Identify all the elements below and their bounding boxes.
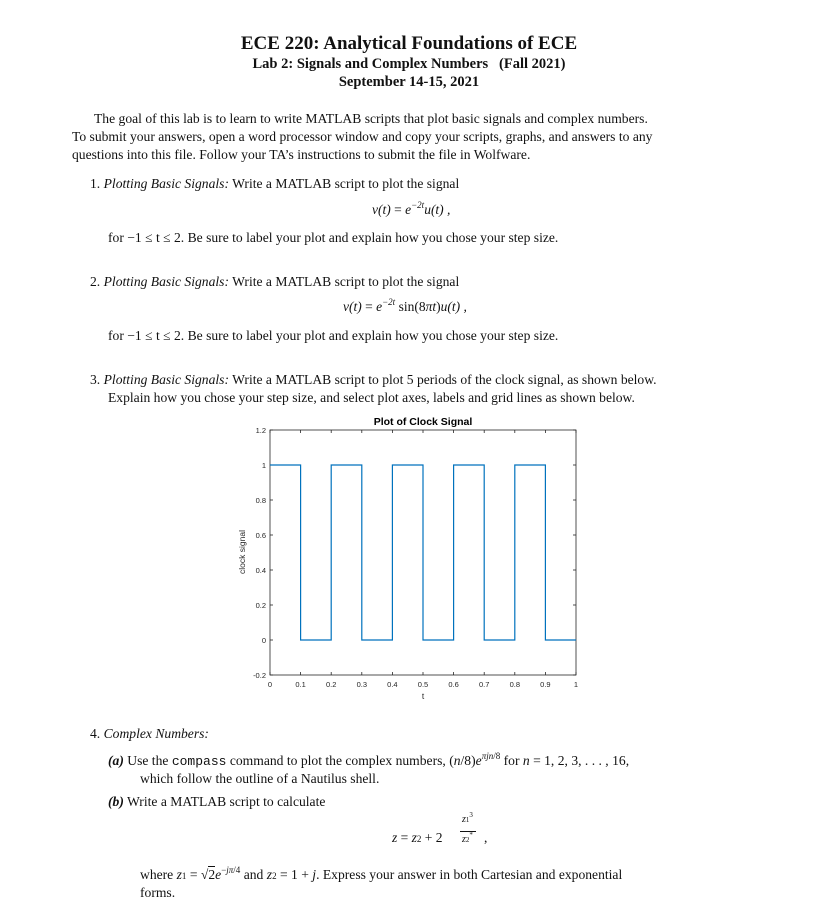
problem-text: Write a MATLAB script to plot the signal [232, 176, 460, 191]
y-tick-label: 1 [261, 461, 266, 470]
problem-2-equation: $v(t) = e^{-2t}$ sin(8πt)u(t) , [343, 297, 467, 314]
problem-number: 2. [90, 274, 101, 289]
x-tick-label: 0.5 [417, 680, 429, 689]
clock-signal-chart [228, 410, 588, 710]
lab-name: Lab 2: Signals and Complex Numbers [252, 56, 489, 72]
problem-heading: Complex Numbers: [103, 726, 209, 741]
express-text: . Express your answer in both Cartesian and exponential [316, 867, 623, 882]
compass-command-code: compass [171, 754, 227, 769]
y-tick-label: 0.2 [255, 601, 266, 610]
problem-number: 3. [90, 372, 101, 387]
problem-heading: Plotting Basic Signals: [103, 274, 229, 289]
problem-2-range: for −1 ≤ t ≤ 2. Be sure to label your plot and explain how you chose your step size. [108, 328, 559, 343]
lab-dates: September 14-15, 2021 [338, 74, 480, 90]
y-tick-label: 1.2 [255, 426, 266, 435]
lab-subtitle [0, 56, 818, 73]
problem-text: Write a MATLAB script to plot the signal [232, 274, 460, 289]
intro-line-1: The goal of this lab is to learn to write MATLAB scripts that plot basic signals and complex numbers. [94, 111, 648, 126]
intro-line-2: To submit your answers, open a word processor window and copy your scripts, graphs, and answers to any [72, 129, 653, 144]
part-a-label: (a) [108, 753, 124, 768]
problem-4a [108, 752, 629, 771]
problem-3-text-2: Explain how you chose your step size, and select plot axes, labels and grid lines as shown below. [108, 390, 635, 405]
x-tick-label: 0.4 [387, 680, 398, 689]
and-text: and [243, 867, 264, 882]
x-tick-label: 0 [267, 680, 273, 689]
x-tick-label: 0.2 [325, 680, 337, 689]
problem-2-statement [90, 273, 459, 291]
part-a-expression: $(n/8)e^{\pi jn/8}$ for n = 1, 2, 3, . . . , 16, [449, 751, 630, 768]
problem-1-equation: $v(t) = e^{-2t}u(t)$ , [372, 200, 451, 217]
problem-heading: Plotting Basic Signals: [103, 176, 229, 191]
x-axis-label: t [421, 691, 425, 701]
problem-4b-where-line [140, 866, 622, 885]
part-b-label: (b) [108, 794, 124, 809]
x-tick-label: 0.8 [509, 680, 521, 689]
problem-4-statement [90, 725, 209, 743]
problem-4b [108, 793, 325, 811]
problem-1-range: for −1 ≤ t ≤ 2. Be sure to label your plot and explain how you chose your step size. [108, 230, 559, 245]
y-axis-label: clock signal [237, 530, 247, 574]
problem-4a-line-2: which follow the outline of a Nautilus shell. [140, 771, 380, 786]
y-tick-label: 0.6 [255, 531, 266, 540]
problem-number: 1. [90, 176, 101, 191]
part-a-text-pre: Use the [127, 753, 169, 768]
problem-text: Write a MATLAB script to plot 5 periods of the clock signal, as shown below. [232, 372, 657, 387]
part-b-text: Write a MATLAB script to calculate [127, 794, 326, 809]
lab-term: (Fall 2021) [499, 56, 566, 72]
x-tick-label: 0.3 [356, 680, 368, 689]
problem-number: 4. [90, 726, 101, 741]
problem-3-statement [90, 371, 657, 389]
x-tick-label: 0.7 [478, 680, 490, 689]
y-tick-label: 0.4 [255, 566, 266, 575]
intro-line-3: questions into this file. Follow your TA’s instructions to submit the file in Wolfware. [72, 147, 531, 162]
chart-title: Plot of Clock Signal [373, 416, 473, 428]
x-tick-label: 1 [573, 680, 579, 689]
y-tick-label: 0 [261, 636, 266, 645]
x-tick-label: 0.1 [295, 680, 306, 689]
y-tick-label: 0.8 [255, 496, 266, 505]
where-text: where [140, 867, 174, 882]
problem-heading: Plotting Basic Signals: [103, 372, 229, 387]
problem-4b-forms: forms. [140, 885, 176, 900]
problem-4b-equation: z = z2 + 2 $z1^3$ z2* , [392, 811, 488, 845]
problem-1-statement [90, 175, 459, 193]
x-tick-label: 0.9 [540, 680, 551, 689]
z2-definition: z2 = 1 + j [266, 867, 317, 882]
x-tick-label: 0.6 [448, 680, 459, 689]
y-tick-label: -0.2 [253, 671, 266, 680]
part-a-text-post: command to plot the complex numbers, [229, 753, 446, 768]
document-title: ECE 220: Analytical Foundations of ECE [240, 33, 578, 54]
z1-definition: $z1 = √2e^{-j\pi/4}$ [176, 865, 241, 882]
